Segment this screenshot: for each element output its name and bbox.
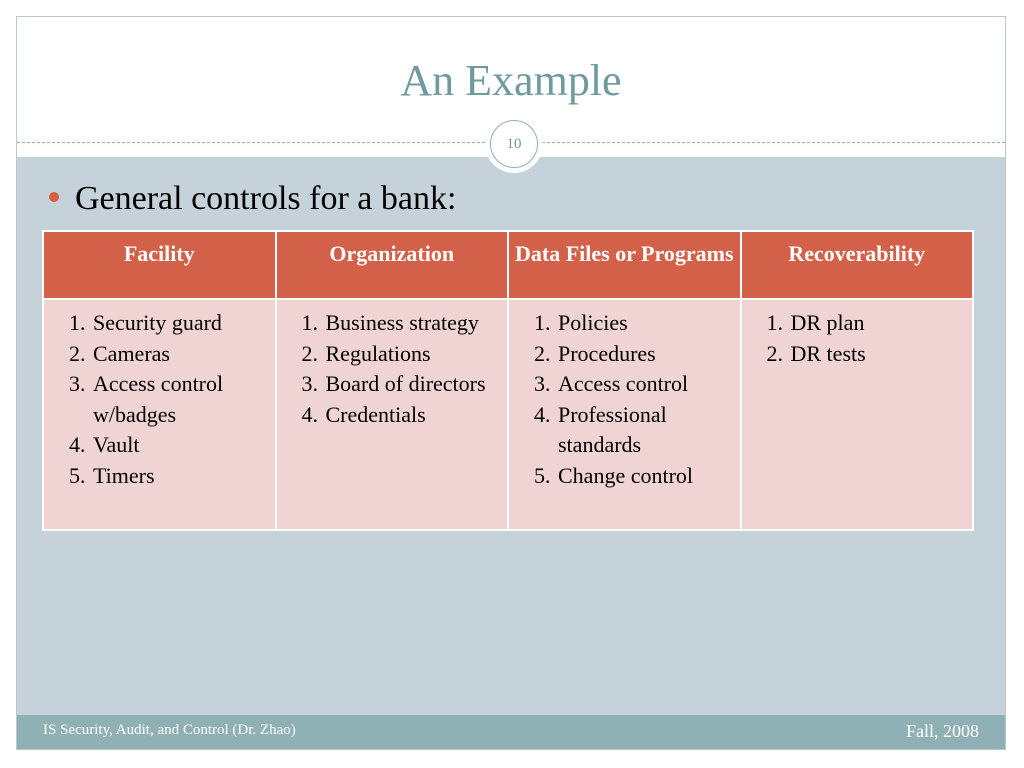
footer-course: IS Security, Audit, and Control (Dr. Zhao)	[43, 722, 296, 738]
list-item: 3. Access control w/badges	[91, 369, 275, 430]
page-number-badge	[485, 115, 543, 173]
controls-table	[42, 230, 974, 531]
bullet-dot-icon	[49, 192, 59, 202]
header-facility: Facility	[43, 231, 276, 299]
list-item: 2. Regulations	[324, 339, 508, 370]
slide-frame	[16, 16, 1006, 750]
slide-footer	[17, 715, 1005, 749]
slide-title: An Example	[400, 56, 622, 105]
list-item: 1. DR plan	[789, 308, 973, 339]
list-item: 1. Policies	[556, 308, 740, 339]
list-item: 1. Security guard	[91, 308, 275, 339]
list-item: 5. Change control	[556, 461, 740, 492]
footer-term: Fall, 2008	[905, 721, 979, 741]
header-recoverability: Recoverability	[741, 231, 974, 299]
list-item: 4. Professional standards	[556, 400, 740, 461]
page-number: 10	[490, 120, 538, 168]
list-item: 2. Cameras	[91, 339, 275, 370]
cell-organization	[276, 299, 509, 530]
header-organization: Organization	[276, 231, 509, 299]
list-item: 4. Vault	[91, 430, 275, 461]
facility-list	[44, 308, 275, 492]
list-item: 4. Credentials	[324, 400, 508, 431]
bullet-text: General controls for a bank:	[75, 180, 457, 217]
list-item: 2. Procedures	[556, 339, 740, 370]
list-item: 3. Board of directors	[324, 369, 508, 400]
cell-recoverability	[741, 299, 974, 530]
list-item: 2. DR tests	[789, 339, 973, 370]
data-files-list	[509, 308, 740, 492]
list-item: 3. Access control	[556, 369, 740, 400]
table-header-row	[43, 231, 973, 299]
table-row	[43, 299, 973, 530]
list-item: 5. Timers	[91, 461, 275, 492]
list-item: 1. Business strategy	[324, 308, 508, 339]
header-data-files: Data Files or Programs	[508, 231, 741, 299]
organization-list	[277, 308, 508, 430]
cell-facility	[43, 299, 276, 530]
bullet-item	[49, 180, 456, 218]
cell-data-files	[508, 299, 741, 530]
recoverability-list	[742, 308, 973, 369]
